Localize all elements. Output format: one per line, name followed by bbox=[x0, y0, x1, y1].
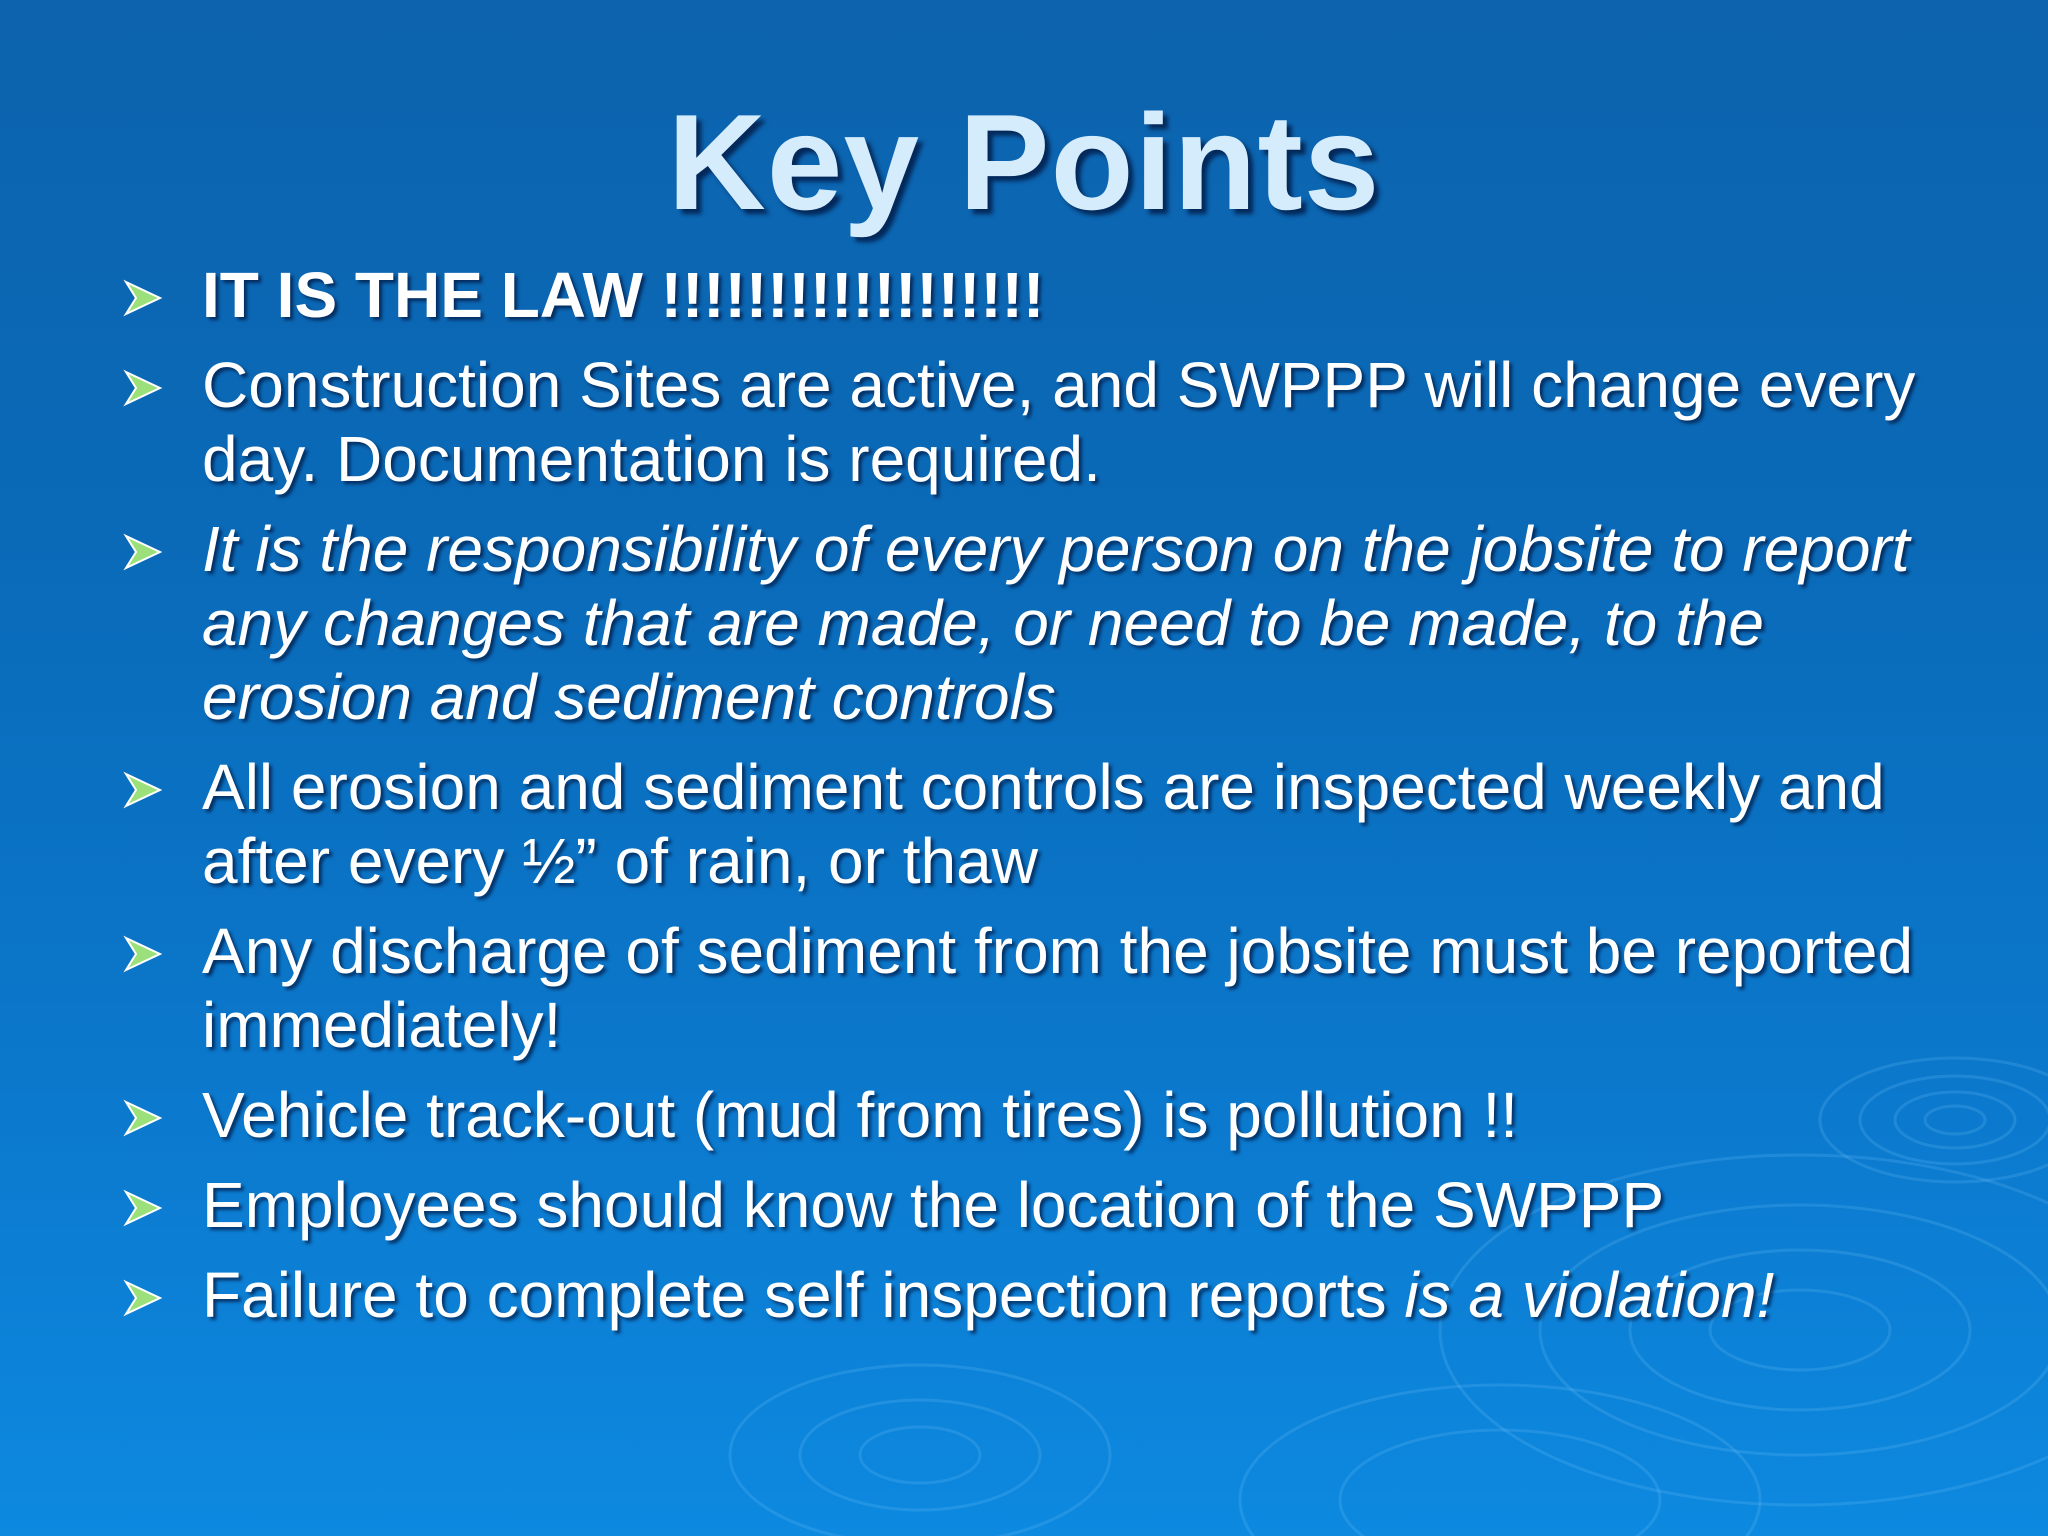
bullet-item-construction bbox=[120, 348, 1960, 496]
slide-title: Key Points bbox=[667, 86, 1381, 238]
bullet-text-failure: Failure to complete self inspection reports bbox=[202, 1259, 1405, 1331]
bullet-item-inspection bbox=[120, 750, 1960, 898]
bullet-text-responsibility: It is the responsibility of every person on the jobsite to report any changes that are made, or need to be made, to the erosion and sediment controls bbox=[202, 513, 1910, 733]
bullet-item-responsibility bbox=[120, 512, 1960, 734]
key-points-list bbox=[120, 258, 1960, 1348]
arrowhead-bullet-icon bbox=[120, 1262, 166, 1328]
bullet-text-failure-emphasis: is a violation! bbox=[1404, 1259, 1775, 1331]
arrowhead-bullet-icon bbox=[120, 918, 166, 984]
arrowhead-bullet-icon bbox=[120, 754, 166, 820]
arrowhead-bullet-icon bbox=[120, 1082, 166, 1148]
bullet-text-inspection: All erosion and sediment controls are inspected weekly and after every ½” of rain, or thaw bbox=[202, 751, 1885, 897]
arrowhead-bullet-icon bbox=[120, 516, 166, 582]
arrowhead-bullet-icon bbox=[120, 352, 166, 418]
bullet-text-law: IT IS THE LAW !!!!!!!!!!!!!!!!!! bbox=[202, 259, 1045, 331]
bullet-text-discharge: Any discharge of sediment from the jobsite must be reported immediately! bbox=[202, 915, 1914, 1061]
arrowhead-bullet-icon bbox=[120, 262, 166, 328]
bullet-item-trackout bbox=[120, 1078, 1960, 1152]
bullet-item-location bbox=[120, 1168, 1960, 1242]
arrowhead-bullet-icon bbox=[120, 1172, 166, 1238]
bullet-text-location: Employees should know the location of the SWPPP bbox=[202, 1169, 1665, 1241]
bullet-item-failure bbox=[120, 1258, 1960, 1332]
bullet-item-law bbox=[120, 258, 1960, 332]
bullet-text-trackout: Vehicle track-out (mud from tires) is pollution !! bbox=[202, 1079, 1519, 1151]
bullet-item-discharge bbox=[120, 914, 1960, 1062]
bullet-text-construction: Construction Sites are active, and SWPPP will change every day. Documentation is required. bbox=[202, 349, 1916, 495]
